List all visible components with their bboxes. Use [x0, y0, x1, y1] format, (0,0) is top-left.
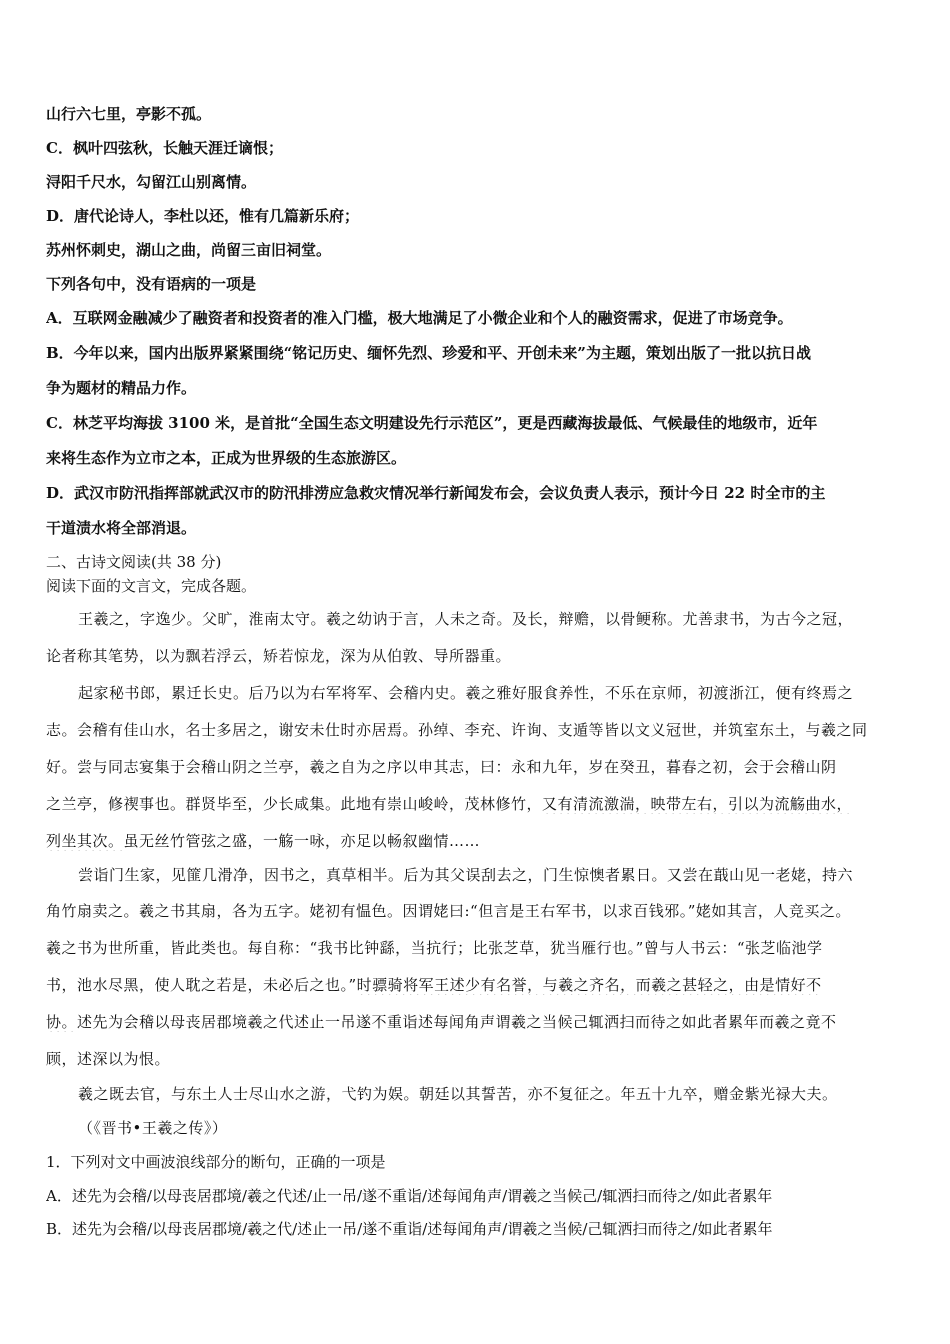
passage-line	[46, 1011, 906, 1032]
option-a: A．互联网金融减少了融资者和投资者的准入门槛，极大地满足了小微企业和个人的融资需求，促进了市场竞争。	[46, 309, 793, 327]
option-d-cont: 干道渍水将全部消退。	[46, 519, 197, 537]
passage-text: 书，池水尽黑，使人耽之若是，未必后之也。”	[46, 976, 357, 994]
passage-line	[46, 793, 906, 814]
question-1-option-a: A．述先为会稽/以母丧居郡境/羲之代述/止一吊/遂不重诣/述每闻角声/谓羲之当候己/辄洒扫而待之/如此者累年	[46, 1187, 773, 1205]
passage-line: 论者称其笔势，以为飘若浮云，矫若惊龙，深为从伯敦、导所器重。	[46, 647, 512, 665]
passage-line: 起家秘书郎，累迁长史。后乃以为右军将军、会稽内史。羲之雅好服食养性，不乐在京师，初渡浙江，便有终焉之	[78, 684, 854, 702]
poem-line: 山行六七里，亭影不孤。	[46, 105, 212, 123]
section-title: 二、古诗文阅读(共 38 分)	[46, 553, 222, 571]
passage-line: 顾，述深以为恨。	[46, 1050, 171, 1068]
passage-source: （《晋书•王羲之传》）	[78, 1119, 228, 1137]
wavy-underline-text: 时骠骑将军王述少有名誉，与羲之齐名，而羲之甚轻之，由是情好不	[356, 976, 822, 994]
option-d: D．武汉市防汛指挥部就武汉市的防汛排涝应急救灾情况举行新闻发布会，会议负责人表示，预计今日 22 时全市的主	[46, 484, 826, 502]
passage-text: 述先为会稽以母丧居郡境羲之代述止一吊遂不重诣述每闻角声谓羲之当候己辄洒扫而待之如此者累年而羲之竟不	[77, 1013, 837, 1031]
poem-line: 苏州怀刺史，湖山之曲，尚留三亩旧祠堂。	[46, 241, 332, 259]
passage-line: 角竹扇卖之。羲之书其扇，各为五字。姥初有愠色。因谓姥曰:“但言是王右军书，以求百钱邪。”姥如其言，人竞买之。	[46, 902, 851, 920]
option-c-cont: 来将生态作为立市之本，正成为世界级的生态旅游区。	[46, 449, 407, 467]
passage-line: 好。尝与同志宴集于会稽山阴之兰亭，羲之自为之序以申其志，曰：永和九年，岁在癸丑，暮春之初，会于会稽山阴	[46, 758, 837, 776]
poem-line: 浔阳千尺水，勾留江山别离情。	[46, 173, 257, 191]
option-c: C．林芝平均海拔 3100 米，是首批“全国生态文明建设先行示范区”，更是西藏海拔最低、气候最佳的地级市，近年	[46, 414, 818, 432]
passage-line: 王羲之，字逸少。父旷，淮南太守。羲之幼讷于言，人未之奇。及长，辩赡，以骨鲠称。尤善隶书，为古今之冠，	[78, 610, 854, 628]
passage-line	[46, 974, 906, 995]
question-1-option-b: B．述先为会稽/以母丧居郡境/羲之代/述止一吊/遂不重诣/述每闻角声/谓羲之当候/己辄洒扫而待之/如此者累年	[46, 1220, 773, 1238]
passage-line: 羲之既去官，与东土人士尽山水之游，弋钓为娱。朝廷以其誓苦，亦不复征之。年五十九卒，赠金紫光禄大夫。	[78, 1085, 838, 1103]
wavy-underline-text: 协。	[46, 1013, 78, 1031]
option-d-line: D．唐代论诗人，李杜以还，惟有几篇新乐府；	[46, 207, 360, 225]
option-c-line: C．枫叶四弦秋，长触天涯迁谪恨；	[46, 139, 283, 157]
wavy-underline-text: 又有清流激湍，映带左右，引以为流觞曲水，	[542, 795, 853, 813]
question-stem: 下列各句中，没有语病的一项是	[46, 275, 257, 293]
section-instruction: 阅读下面的文言文，完成各题。	[46, 577, 257, 595]
question-1-stem: 1．下列对文中画波浪线部分的断句，正确的一项是	[46, 1153, 386, 1171]
passage-text: 虽无丝竹管弦之盛，一觞一咏，亦足以畅叙幽情……	[123, 832, 481, 850]
wavy-underline-text: 列坐其次。	[46, 832, 124, 850]
passage-line: 尝诣门生家，见篚几滑净，因书之，真草相半。后为其父误刮去之，门生惊懊者累日。又尝在蕺山见一老姥，持六	[78, 866, 854, 884]
passage-text: 之兰亭，修禊事也。群贤毕至，少长咸集。此地有崇山峻岭，茂林修竹，	[46, 795, 543, 813]
passage-line: 羲之书为世所重，皆此类也。每自称：“我书比钟繇，当抗行；比张芝草，犹当雁行也。”曾与人书云：“张芝临池学	[46, 939, 823, 957]
passage-line	[46, 830, 906, 851]
option-b: B．今年以来，国内出版界紧紧围绕“铭记历史、缅怀先烈、珍爱和平、开创未来”为主题，策划出版了一批以抗日战	[46, 344, 811, 362]
option-b-cont: 争为题材的精品力作。	[46, 379, 197, 397]
passage-line: 志。会稽有佳山水，名士多居之，谢安未仕时亦居焉。孙绰、李充、许询、支遁等皆以文义冠世，并筑室东土，与羲之同	[46, 721, 868, 739]
